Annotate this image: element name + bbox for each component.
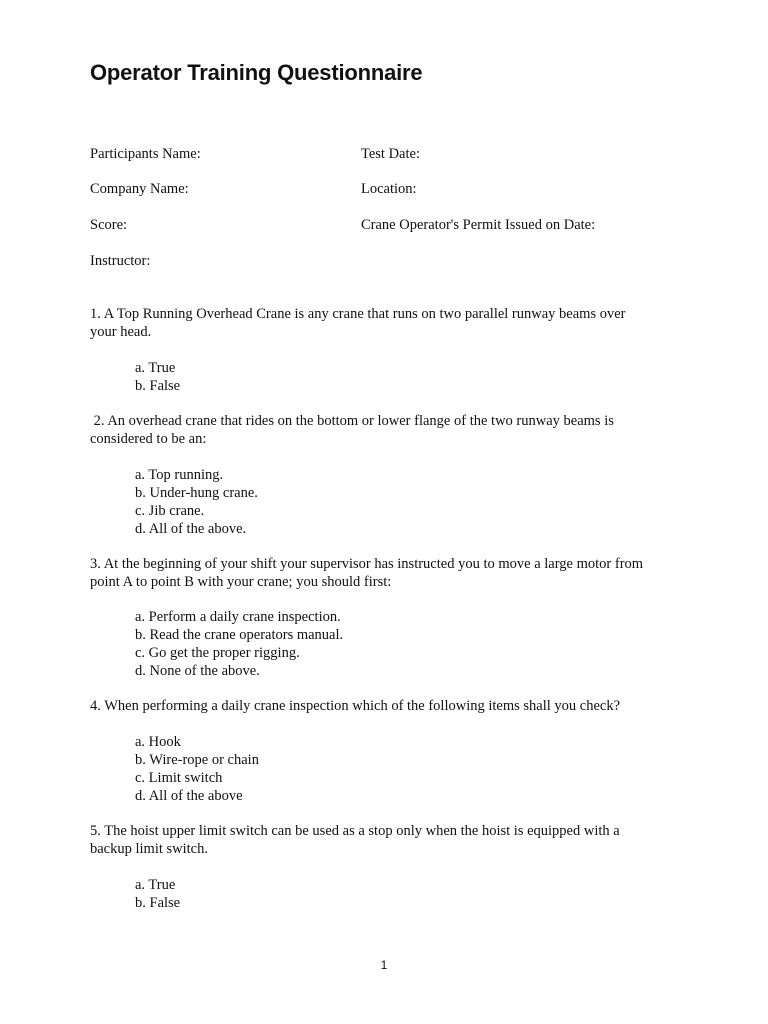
option-item: b. False — [135, 895, 181, 911]
question-3-options — [135, 608, 343, 680]
location-label: Location: — [361, 181, 417, 197]
option-item: c. Go get the proper rigging. — [135, 645, 300, 661]
question-text-line: point A to point B with your crane; you should first: — [90, 574, 392, 590]
question-1-options — [135, 359, 180, 395]
option-item: a. Hook — [135, 734, 181, 750]
option-item: a. True — [135, 360, 176, 376]
option-item: c. Jib crane. — [135, 503, 205, 519]
page-number: 1 — [380, 958, 388, 972]
question-5 — [90, 822, 680, 858]
company-name-label: Company Name: — [90, 181, 189, 197]
question-4-options — [135, 733, 259, 805]
option-item: a. Perform a daily crane inspection. — [135, 609, 341, 625]
option-item: a. True — [135, 877, 176, 893]
option-item: c. Limit switch — [135, 770, 223, 786]
question-3 — [90, 555, 680, 591]
test-date-label: Test Date: — [361, 146, 420, 162]
participants-name-label: Participants Name: — [90, 146, 201, 162]
question-text-line: 2. An overhead crane that rides on the bottom or lower flange of the two runway beams is — [90, 413, 614, 429]
question-5-options — [135, 876, 180, 912]
permit-date-label: Crane Operator's Permit Issued on Date: — [361, 217, 596, 233]
option-item: d. All of the above — [135, 788, 243, 804]
question-text-line: 5. The hoist upper limit switch can be used as a stop only when the hoist is equipped with a — [90, 823, 620, 839]
question-2-options — [135, 466, 258, 538]
question-text-line: your head. — [90, 324, 152, 340]
page-title: Operator Training Questionnaire — [90, 60, 423, 85]
question-text-line: backup limit switch. — [90, 841, 208, 857]
option-item: b. False — [135, 378, 181, 394]
question-1 — [90, 305, 680, 341]
instructor-label: Instructor: — [90, 253, 151, 269]
question-4 — [90, 697, 680, 715]
option-item: b. Under-hung crane. — [135, 485, 258, 501]
option-item: d. None of the above. — [135, 663, 260, 679]
question-2 — [90, 412, 680, 448]
option-item: a. Top running. — [135, 467, 224, 483]
score-label: Score: — [90, 217, 128, 233]
option-item: d. All of the above. — [135, 521, 247, 537]
question-text-line: considered to be an: — [90, 431, 207, 447]
question-text-line: 4. When performing a daily crane inspection which of the following items shall you check? — [90, 698, 621, 714]
question-text-line: 1. A Top Running Overhead Crane is any crane that runs on two parallel runway beams over — [90, 306, 626, 322]
question-text-line: 3. At the beginning of your shift your supervisor has instructed you to move a large motor from — [90, 556, 644, 572]
option-item: b. Wire-rope or chain — [135, 752, 259, 768]
option-item: b. Read the crane operators manual. — [135, 627, 344, 643]
